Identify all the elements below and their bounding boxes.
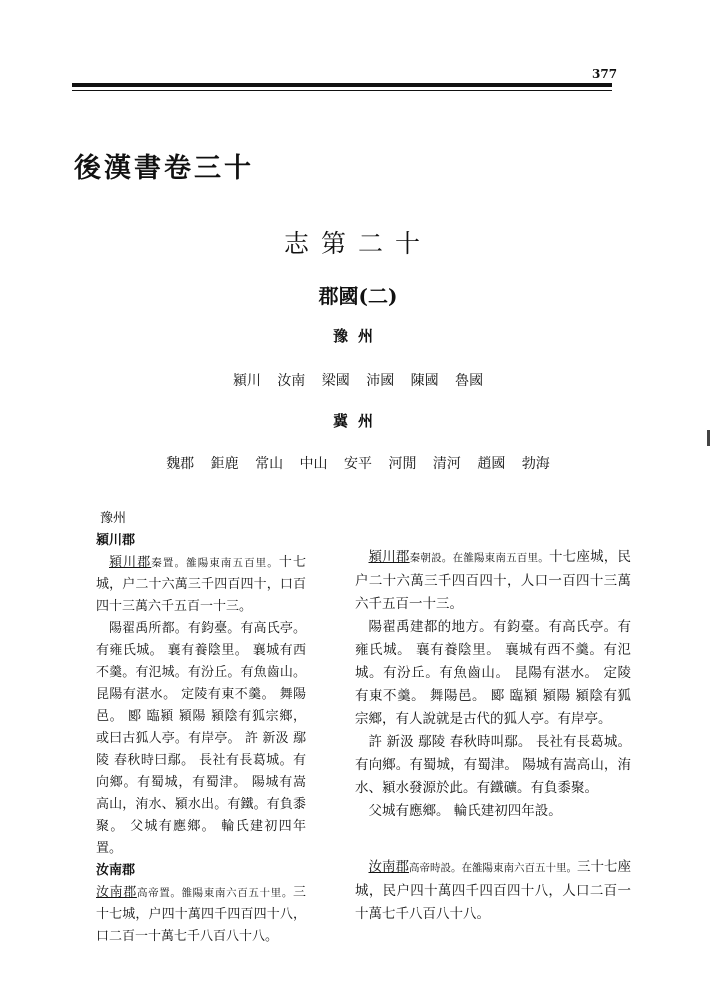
commandery-item: 沛國 [366,373,395,389]
yingchuan-translation-counties-1: 陽翟禹建都的地方。有鈞臺。有高氏亭。有雍氏城。 襄有養陰里。 襄城有西不羹。有氾城。有汾丘。有魚齒山。 昆陽有湛水。 定陵有東不羹。 舞陽邑。 郾 臨潁 潁陽 潁陰有狐宗鄉，有人說就是古代的狐人亭。有岸亭。 [355,619,631,727]
province-title-ji: 冀州 [332,412,383,430]
treatise-title: 志第二十 [283,229,432,258]
commandery-note: 高帝置。雒陽東南六百五十里。 [136,887,293,899]
commandery-item: 常山 [255,456,284,472]
commandery-item: 潁川 [232,373,261,389]
translation-column-yingchuan [355,546,631,823]
scan-edge-mark [707,430,710,446]
commandery-item: 趙國 [477,456,506,472]
commandery-note: 高帝時設。在雒陽東南六百五十里。 [409,862,577,874]
commandery-name: 潁川郡 [109,555,152,570]
commandery-note: 秦置。雒陽東南五百里。 [151,557,279,569]
commandery-name: 潁川郡 [368,549,410,565]
yingchuan-translation-summary [355,546,631,616]
commandery-stats: 十七城，户二十六萬三千四百四十，口百四十三萬六千五百一十三。 [96,555,306,614]
yingchuan-summary [96,552,306,618]
commandery-item: 勃海 [521,456,550,472]
commandery-list-yu [0,370,716,390]
page-number: 377 [592,67,618,81]
commandery-stats: 三十七座城，民户四十萬四千四百四十八，人口二百一十萬七千八百八十八。 [355,859,631,922]
runan-summary [96,882,306,948]
yingchuan-counties: 陽翟禹所都。有鈞臺。有高氏亭。有雍氏城。 襄有養陰里。 襄城有西不羹。有氾城。有汾丘。有魚齒山。 昆陽有湛水。 定陵有東不羹。 舞陽邑。 郾 臨潁 潁陽 潁陰有狐宗鄉，或曰古狐人亭。有岸亭。 許 新汲 鄢陵 春秋時曰鄢。 長社有長葛城。有向鄉。有蜀城，有蜀津。 陽城有嵩高山，洧水、潁水出。有鐵。有負黍聚。 父城有應鄉。 輪氏建初四年置。 [96,621,306,856]
commandery-name: 汝南郡 [368,859,409,875]
commandery-item: 梁國 [321,373,350,389]
commandery-note: 秦朝設。在雒陽東南五百里。 [409,552,549,564]
commandery-item: 汝南 [277,373,306,389]
commandery-heading-yingchuan: 潁川郡 [96,533,136,548]
commandery-heading-runan: 汝南郡 [96,863,136,878]
commandery-item: 河閒 [388,456,417,472]
commandery-stats: 十七座城，民户二十六萬三千四百四十，人口一百四十三萬六千五百一十三。 [355,549,632,612]
commandery-item: 鉅鹿 [210,456,239,472]
commandery-list-ji [0,453,716,473]
commandery-item: 魯國 [455,373,484,389]
yingchuan-translation-counties-3: 父城有應鄉。 輪氏建初四年設。 [368,803,562,819]
runan-translation-summary [355,856,631,926]
commandery-stats: 三十七城，户四十萬四千四百四十八，口二百一十萬七千八百八十八。 [96,885,306,944]
province-label: 豫州 [100,511,127,526]
yingchuan-translation-counties-2: 許 新汲 鄢陵 春秋時叫鄢。 長社有長葛城。有向鄉。有蜀城，有蜀津。 陽城有嵩高山，洧水、潁水發源於此。有鐵礦。有負黍聚。 [355,734,631,796]
commandery-name: 汝南郡 [96,885,137,900]
commandery-item: 中山 [299,456,328,472]
translation-column-runan [355,856,631,926]
header-rule-thick [72,83,612,87]
commandery-item: 清河 [432,456,461,472]
section-title: 郡國(二) [318,284,398,308]
header-rule-thin [72,90,612,91]
book-title: 後漢書卷三十 [74,153,254,184]
original-text-column [96,508,306,948]
commandery-item: 安平 [344,456,372,472]
province-title-yu: 豫州 [332,327,383,345]
commandery-item: 魏郡 [166,456,195,472]
commandery-item: 陳國 [410,373,439,389]
